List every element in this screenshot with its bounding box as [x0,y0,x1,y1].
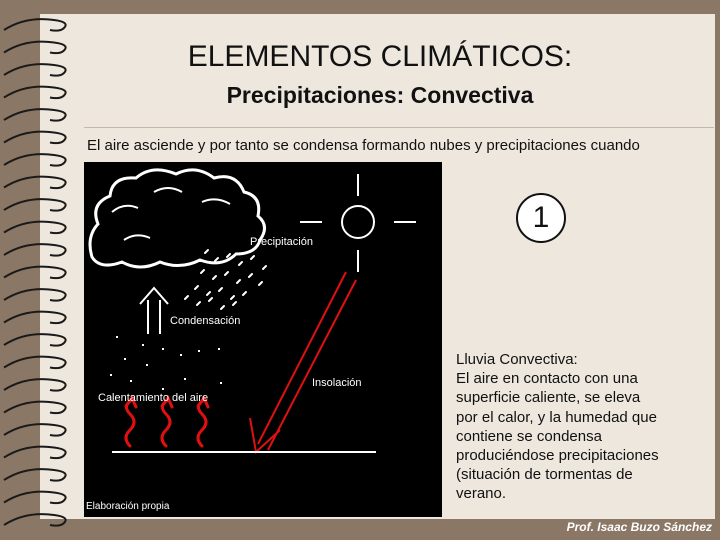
rain-drop [263,266,266,269]
air-particle [110,374,112,376]
rain-drop [231,296,234,299]
rain-drop [195,286,198,289]
binding-ring [4,379,66,391]
description-line: El aire en contacto con una [456,370,638,388]
air-particle [162,388,164,390]
binding-ring [4,267,66,279]
rain-drop [251,256,254,259]
binding-ring [4,109,66,121]
description-block [456,350,696,504]
air-particle [124,358,126,360]
rain-drop [243,292,246,295]
author-credit: Prof. Isaac Buzo Sánchez [566,520,712,534]
binding-ring [4,334,66,346]
rain-drop [239,262,242,265]
air-particle [180,354,182,356]
up-arrow-icon [140,288,168,334]
rain-drop [225,272,228,275]
binding-ring [4,312,66,324]
precipitation-label: Precipitación [250,236,313,248]
description-line: verano. [456,485,507,503]
condensation-label: Condensación [170,315,241,327]
rain-drop [233,302,236,305]
rain-drop [197,302,200,305]
rain-drop [249,274,252,277]
rain-drop [205,250,208,253]
rain-drop [213,276,216,279]
credit-label: Elaboración propia [86,501,170,512]
air-particle [142,344,144,346]
binding-ring [4,19,66,31]
rain-drop [215,258,218,261]
binding-ring [4,222,66,234]
air-particle [218,348,220,350]
description-line: por el calor, y la humedad que [456,408,657,426]
binding-ring [4,199,66,211]
intro-text: El aire asciende y por tanto se condensa formando nubes y precipitaciones cuando [87,137,640,154]
rain-drop [207,292,210,295]
rain-drop [227,254,230,257]
rising-air-dots [110,336,222,390]
binding-ring [4,492,66,504]
binding-ring [4,469,66,481]
air-particle [198,350,200,352]
insolation-arrow [250,272,356,452]
binding-ring [4,177,66,189]
rain-drop [201,270,204,273]
air-particle [146,364,148,366]
step-number-badge: 1 [516,193,566,243]
binding-ring [4,514,66,526]
binding-ring [4,289,66,301]
cloud-icon [90,170,265,267]
rain-drop [219,288,222,291]
binding-ring [4,42,66,54]
air-particle [184,378,186,380]
title-divider [84,127,714,128]
spiral-binding [0,0,80,540]
rain-drop [221,306,224,309]
air-particle [130,380,132,382]
air-particle [162,348,164,350]
binding-ring [4,402,66,414]
convective-diagram [84,162,442,517]
rain-drop [185,296,188,299]
slide-title: ELEMENTOS CLIMÁTICOS: [187,40,573,73]
rain-drop [237,280,240,283]
binding-ring [4,154,66,166]
description-line: produciéndose precipitaciones [456,447,659,465]
air-particle [116,336,118,338]
binding-ring [4,424,66,436]
binding-ring [4,447,66,459]
binding-ring [4,87,66,99]
binding-ring [4,357,66,369]
rain-drops-icon [185,250,266,309]
description-title: Lluvia Convectiva: [456,351,578,368]
binding-ring [4,64,66,76]
air-particle [220,382,222,384]
description-line: (situación de tormentas de [456,466,633,484]
description-line: contiene se condensa [456,427,602,445]
binding-ring [4,132,66,144]
rain-drop [209,298,212,301]
description-line: superficie caliente, se eleva [456,389,641,407]
insolation-label: Insolación [312,377,362,389]
sun-icon [300,174,416,272]
rain-drop [259,282,262,285]
heat-wave-icon [126,398,208,446]
slide-subtitle: Precipitaciones: Convectiva [226,82,534,108]
heating-label: Calentamiento del aire [98,392,209,404]
binding-ring [4,244,66,256]
